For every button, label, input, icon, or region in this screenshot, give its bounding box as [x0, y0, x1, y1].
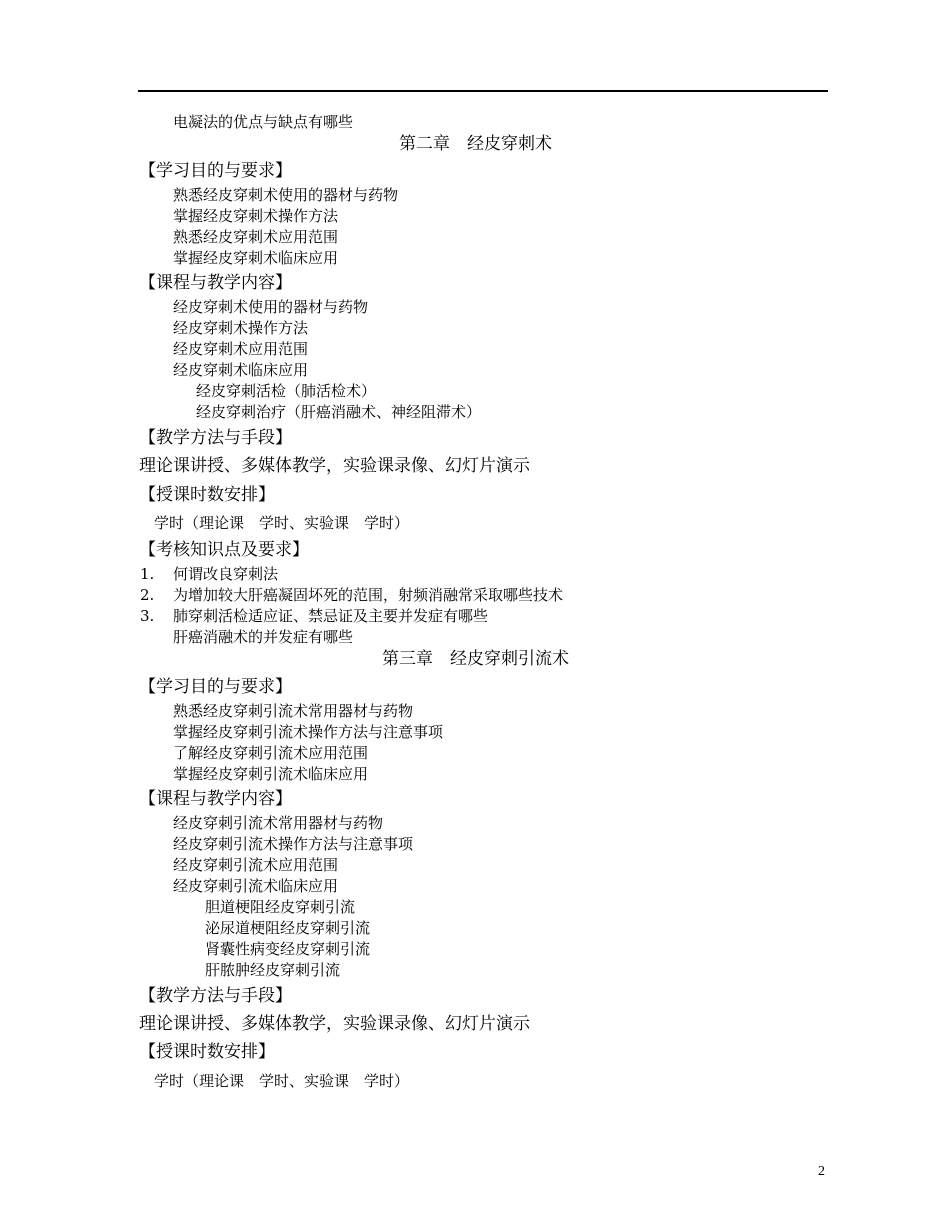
section-heading: 【课程与教学内容】 [139, 273, 292, 293]
page-number: 2 [818, 1164, 825, 1179]
hours-line: 学时（理论课 学时、实验课 学时） [154, 514, 410, 532]
section-heading: 【教学方法与手段】 [139, 986, 292, 1006]
list-number: 1. [140, 565, 155, 583]
section-heading: 【教学方法与手段】 [139, 428, 292, 448]
numbered-item: 肺穿刺活检适应证、禁忌证及主要并发症有哪些 [173, 607, 489, 625]
numbered-item: 为增加较大肝癌凝固坏死的范围，射频消融常采取哪些技术 [173, 586, 564, 604]
section-heading: 【学习目的与要求】 [139, 161, 292, 181]
list-item: 了解经皮穿刺引流术应用范围 [173, 744, 369, 762]
question-line: 电凝法的优点与缺点有哪些 [173, 113, 354, 131]
list-item: 熟悉经皮穿刺引流术常用器材与药物 [173, 702, 414, 720]
chapter-title: 第二章 经皮穿刺术 [399, 134, 552, 154]
sub-list-item: 肝脓肿经皮穿刺引流 [205, 961, 341, 979]
hours-line: 学时（理论课 学时、实验课 学时） [154, 1072, 410, 1090]
list-item: 掌握经皮穿刺引流术操作方法与注意事项 [173, 723, 444, 741]
section-heading: 【课程与教学内容】 [139, 789, 292, 809]
sub-list-item: 肾囊性病变经皮穿刺引流 [205, 940, 371, 958]
list-item: 经皮穿刺术临床应用 [173, 361, 309, 379]
chapter-title: 第三章 经皮穿刺引流术 [382, 649, 569, 669]
section-heading: 【学习目的与要求】 [139, 677, 292, 697]
section-heading: 【授课时数安排】 [139, 1042, 275, 1062]
list-item: 掌握经皮穿刺术操作方法 [173, 207, 339, 225]
list-item: 经皮穿刺术操作方法 [173, 319, 309, 337]
list-item: 熟悉经皮穿刺术应用范围 [173, 228, 339, 246]
list-item: 经皮穿刺引流术应用范围 [173, 856, 339, 874]
list-item: 掌握经皮穿刺引流术临床应用 [173, 765, 369, 783]
list-number: 3. [140, 607, 155, 625]
sub-list-item: 经皮穿刺治疗（肝癌消融术、神经阻滞术） [196, 403, 482, 421]
list-item: 经皮穿刺术应用范围 [173, 340, 309, 358]
list-item: 经皮穿刺引流术临床应用 [173, 877, 339, 895]
header-rule [138, 90, 828, 92]
sub-list-item: 泌尿道梗阻经皮穿刺引流 [205, 919, 371, 937]
list-item: 熟悉经皮穿刺术使用的器材与药物 [173, 186, 399, 204]
sub-list-item: 胆道梗阻经皮穿刺引流 [205, 898, 356, 916]
numbered-item: 何谓改良穿刺法 [173, 565, 279, 583]
list-item: 经皮穿刺引流术操作方法与注意事项 [173, 835, 414, 853]
list-item: 掌握经皮穿刺术临床应用 [173, 249, 339, 267]
body-text: 理论课讲授、多媒体教学，实验课录像、幻灯片演示 [139, 456, 530, 476]
section-heading: 【考核知识点及要求】 [139, 540, 309, 560]
sub-list-item: 经皮穿刺活检（肺活检术） [196, 382, 377, 400]
section-heading: 【授课时数安排】 [139, 485, 275, 505]
list-item: 经皮穿刺引流术常用器材与药物 [173, 814, 384, 832]
list-item: 肝癌消融术的并发症有哪些 [173, 628, 354, 646]
body-text: 理论课讲授、多媒体教学，实验课录像、幻灯片演示 [139, 1014, 530, 1034]
list-number: 2. [140, 586, 155, 604]
list-item: 经皮穿刺术使用的器材与药物 [173, 298, 369, 316]
